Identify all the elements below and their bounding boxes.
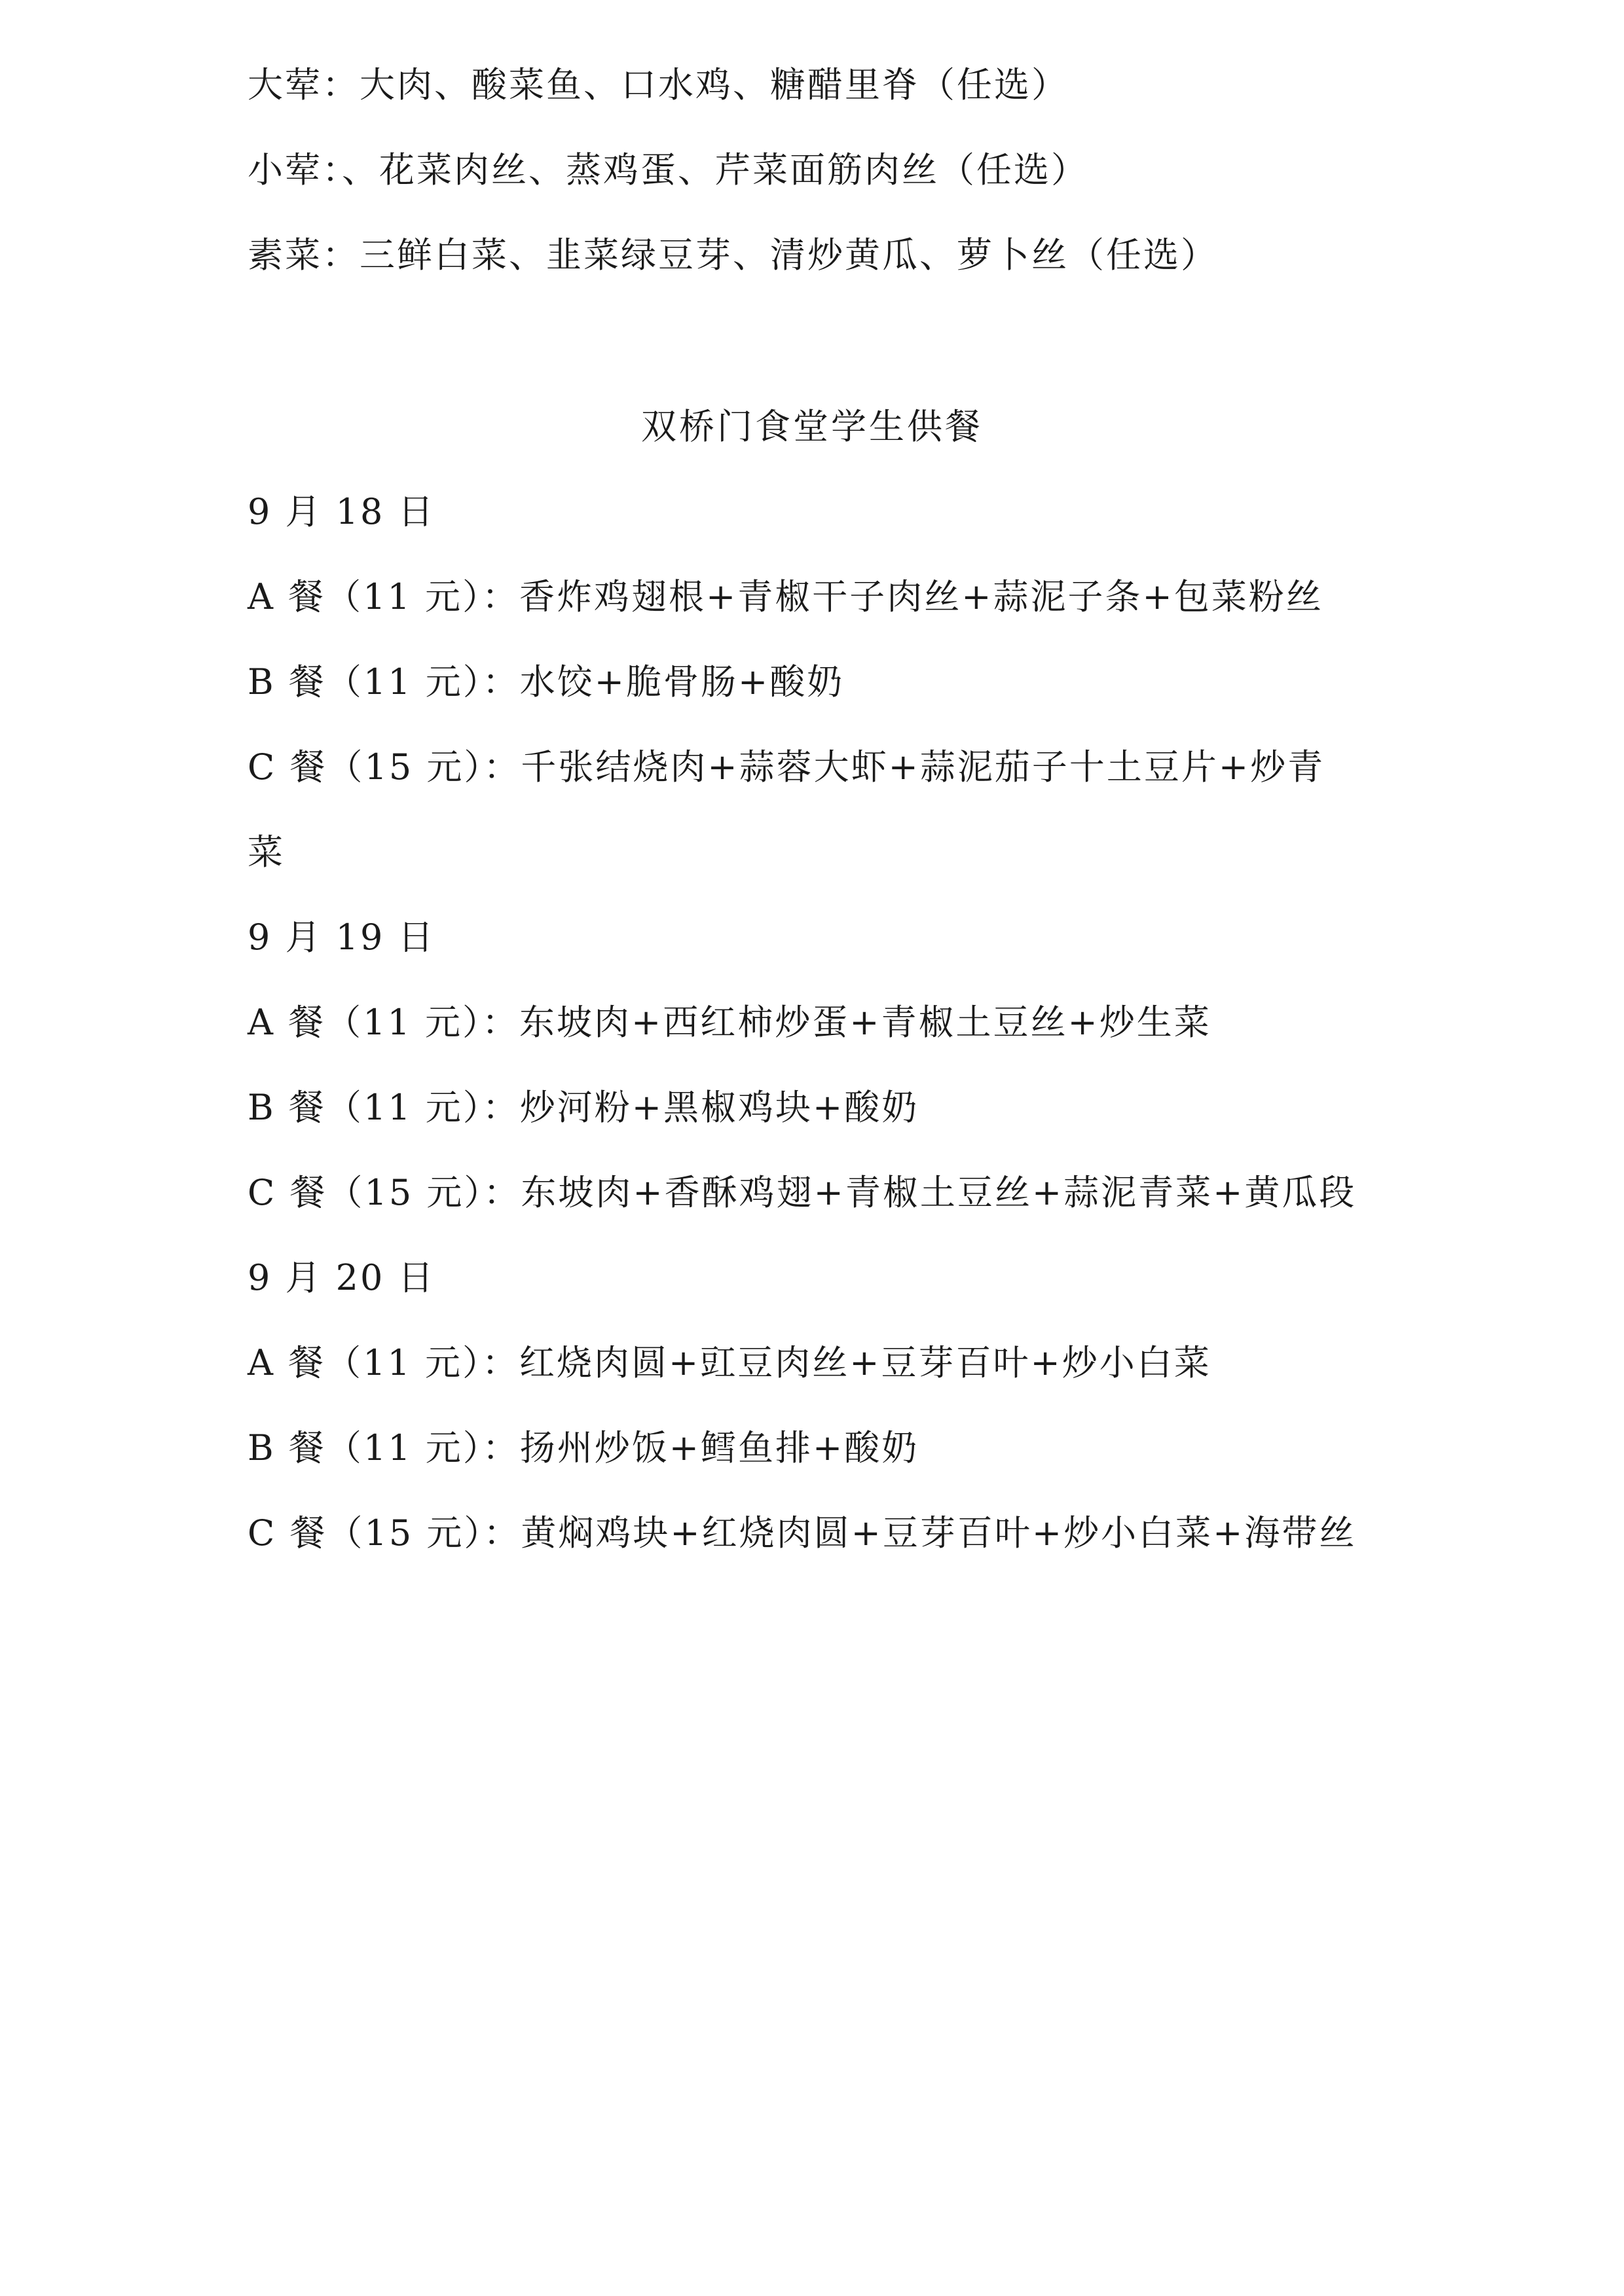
sep-19-meal-a: A 餐（11 元）：东坡肉+西红柿炒蛋+青椒土豆丝+炒生菜 xyxy=(248,1002,1211,1043)
sep-20-meal-b: B 餐（11 元）：扬州炒饭+鳕鱼排+酸奶 xyxy=(248,1427,919,1468)
sep-19-meal-b: B 餐（11 元）：炒河粉+黑椒鸡块+酸奶 xyxy=(248,1087,919,1128)
section-title: 双桥门食堂学生供餐 xyxy=(641,406,983,447)
sep-18-meal-c-continued: 菜 xyxy=(248,831,285,873)
menu-big-meat-line: 大荤：大肉、酸菜鱼、口水鸡、糖醋里脊（任选） xyxy=(248,64,1069,105)
sep-19-meal-c: C 餐（15 元）：东坡肉+香酥鸡翅+青椒土豆丝+蒜泥青菜+黄瓜段 xyxy=(248,1172,1357,1213)
sep-18-meal-a: A 餐（11 元）：香炸鸡翅根+青椒干子肉丝+蒜泥子条+包菜粉丝 xyxy=(248,576,1323,617)
date-sep-20: 9 月 20 日 xyxy=(248,1257,435,1298)
sep-18-meal-c: C 餐（15 元）：千张结烧肉+蒜蓉大虾+蒜泥茄子十土豆片+炒青 xyxy=(248,746,1325,788)
menu-small-meat-line: 小荤：、花菜肉丝、蒸鸡蛋、芹菜面筋肉丝（任选） xyxy=(248,149,1088,191)
sep-18-meal-b: B 餐（11 元）：水饺+脆骨肠+酸奶 xyxy=(248,661,845,702)
sep-20-meal-a: A 餐（11 元）：红烧肉圆+豇豆肉丝+豆芽百叶+炒小白菜 xyxy=(248,1342,1211,1383)
menu-vegetable-line: 素菜：三鲜白菜、韭菜绿豆芽、清炒黄瓜、萝卜丝（任选） xyxy=(248,234,1218,276)
date-sep-19: 9 月 19 日 xyxy=(248,917,435,958)
sep-20-meal-c: C 餐（15 元）：黄焖鸡块+红烧肉圆+豆芽百叶+炒小白菜+海带丝 xyxy=(248,1512,1357,1554)
date-sep-18: 9 月 18 日 xyxy=(248,491,435,532)
